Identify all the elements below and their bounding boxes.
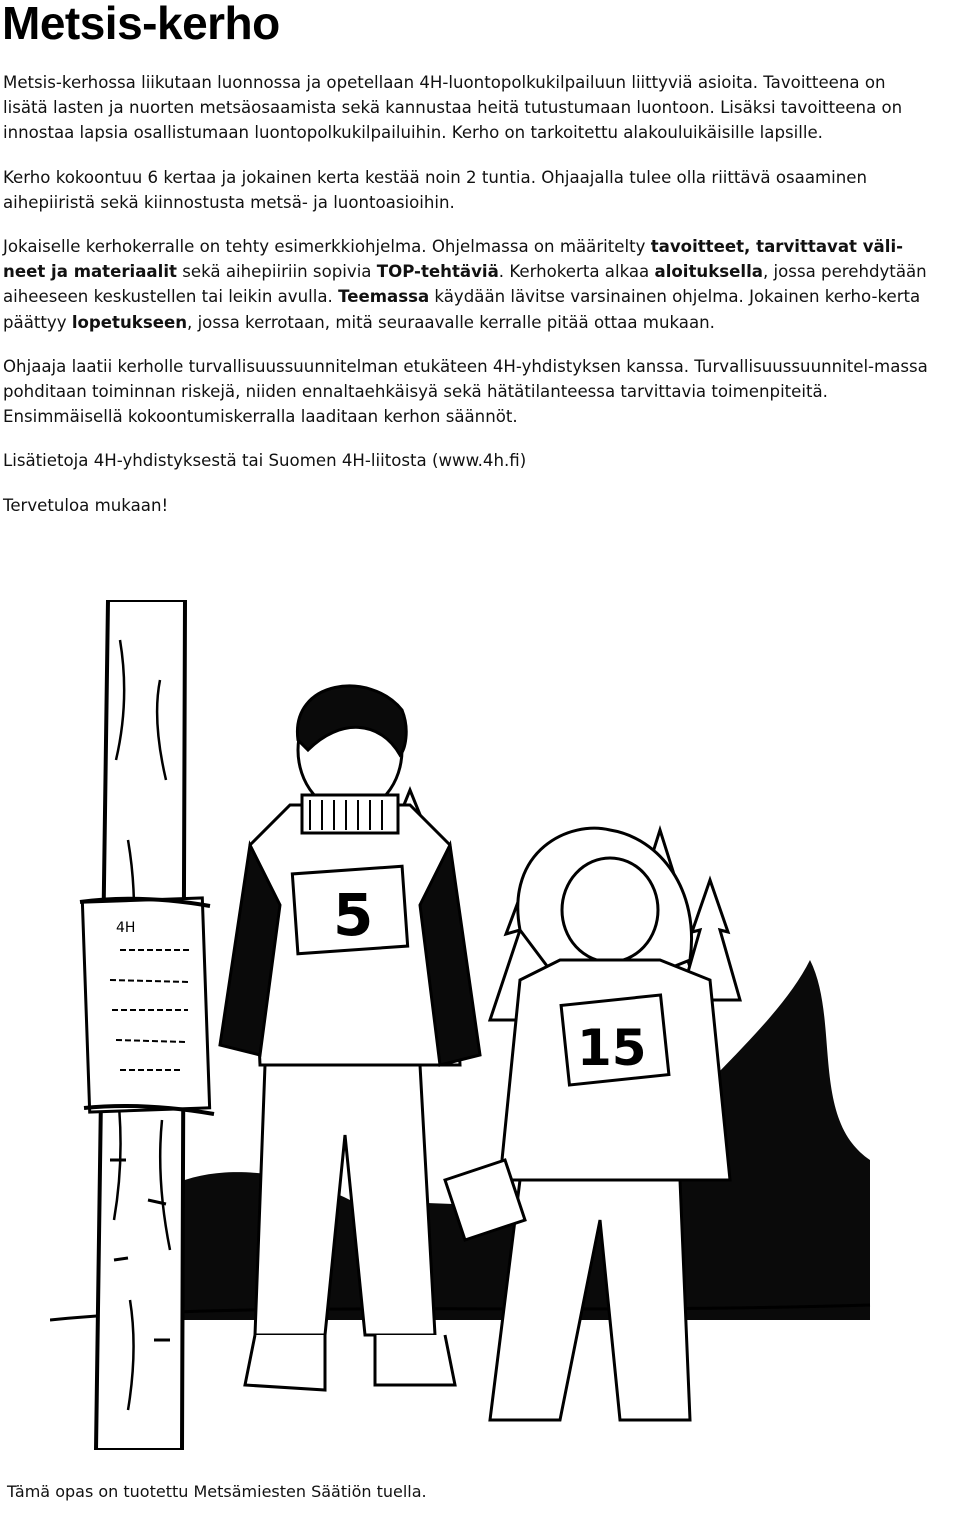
bold-ending: lopetukseen	[71, 312, 188, 332]
intro-paragraph: Metsis-kerhossa liikutaan luonnossa ja opetellaan 4H-luontopolkukilpailuun liittyviä asioita. Tavoitteena on lisätä lasten ja nuorten metsäosaamista sekä kannustaa heitä tutustumaan luontoon. Lisäksi tavoitteena on innostaa lapsia osallistumaan luontopolkukilpailuihin. Kerho on tarkoitettu alakouluikäisille lapsille.	[3, 73, 903, 143]
bold-start: aloituksella	[654, 262, 763, 282]
trail-sign	[80, 898, 214, 1114]
page-title: Metsis-kerho	[2, 0, 280, 49]
safety-paragraph: Ohjaaja laatii kerholle turvallisuussuunnitelman etukäteen 4H-yhdistyksen kanssa. Turvallisuussuunnitel-massa pohditaan toiminnan riskejä, niiden ennaltaehkäisyä sekä hätätilanteessa tarvittavia toimenpiteitä. Ensimmäisellä kokoontumiskerralla laaditaan kerhon säännöt.	[3, 356, 928, 427]
bold-top-tasks: TOP-tehtäviä	[376, 262, 499, 282]
bold-goals: tavoitteet, tarvittavat väli-neet ja materiaalit	[3, 237, 904, 282]
body-text	[3, 70, 933, 537]
sign-logo: 4H	[116, 920, 136, 936]
footer-credit: Tämä opas on tuotettu Metsämiesten Säätiön tuella.	[7, 1482, 427, 1501]
girl-bib-number: 15	[577, 1019, 647, 1077]
program-paragraph: Jokaiselle kerhokerralle on tehty esimerkkiohjelma. Ohjelmassa on määritelty tavoitteet, tarvittavat väli-neet ja materiaalit sekä aihepiiriin sopivia TOP-tehtäviä. Kerhokerta alkaa aloituksella, jossa perehdytään aiheeseen keskustellen tai leikin avulla. Teemassa käydään lävitse varsinainen ohjelma. Jokainen kerho-kerta päättyy lopetukseen, jossa kerrotaan, mitä seuraavalle kerralle pitää ottaa mukaan.	[3, 237, 927, 332]
bold-theme: Teemassa	[338, 287, 430, 307]
children-forest-illustration	[50, 600, 940, 1450]
boy-bib-number: 5	[333, 881, 374, 949]
meeting-paragraph: Kerho kokoontuu 6 kertaa ja jokainen kerta kestää noin 2 tuntia. Ohjaajalla tulee olla riittävä osaaminen aihepiiristä sekä kiinnostusta metsä- ja luontoasioihin.	[3, 167, 868, 212]
welcome-paragraph: Tervetuloa mukaan!	[3, 495, 169, 515]
girl-figure	[445, 828, 730, 1420]
info-paragraph: Lisätietoja 4H-yhdistyksestä tai Suomen 4H-liitosta (www.4h.fi)	[3, 451, 527, 471]
